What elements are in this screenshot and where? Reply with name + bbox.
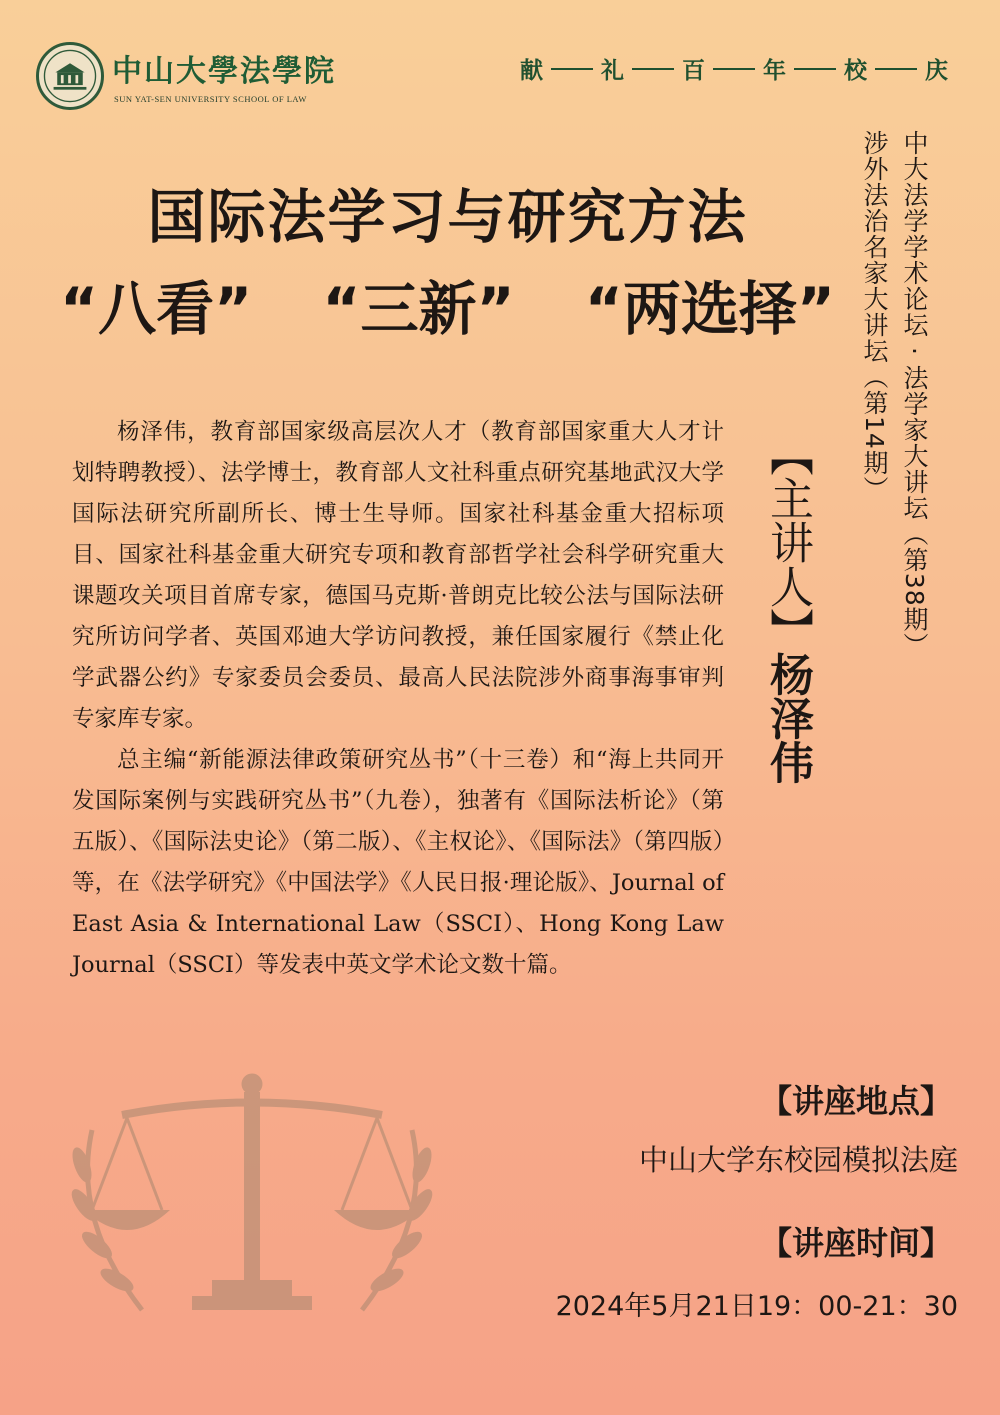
slogan-dash	[632, 68, 674, 70]
bio-paragraph: 杨泽伟，教育部国家级高层次人才（教育部国家重大人才计划特聘教授）、法学博士，教育部人文社科重点研究基地武汉大学国际法研究所副所长、博士生导师。国家社科基金重大招标项目、国家社科基金重大研究专项和教育部哲学社会科学研究重大课题攻关项目首席专家，德国马克斯·普朗克比较公法与国际法研究所访问学者、英国邓迪大学访问教授，兼任国家履行《禁止化学武器公约》专家委员会委员、最高人民法院涉外商事海事审判专家库专家。	[72, 419, 724, 732]
speaker-block	[760, 432, 814, 784]
speaker-bio	[72, 412, 724, 986]
forum-series-line1: 中大法学学术论坛 · 法学家大讲坛（第38期）	[900, 130, 929, 659]
venue-label: 【讲座地点】	[759, 1082, 952, 1120]
bio-paragraph: 总主编“新能源法律政策研究丛书”（十三卷）和“海上共同开发国际案例与实践研究丛书”（九卷），独著有《国际法析论》（第五版）、《国际法史论》（第二版）、《主权论》、《国际法》（第四版）等，在《法学研究》《中国法学》《人民日报·理论版》、Journal of East Asia & International Law（SSCI）、Hong Kong Law Journal（SSCI）等发表中英文学术论文数十篇。	[72, 747, 724, 978]
slogan-char: 礼	[601, 57, 624, 84]
slogan-char: 献	[520, 57, 543, 84]
time-value: 2024年5月21日19：00-21：30	[555, 1291, 958, 1322]
lecture-title: 国际法学习与研究方法	[147, 183, 748, 251]
slogan-char: 年	[763, 57, 786, 84]
slogan-char: 百	[682, 57, 705, 84]
scales-of-justice-icon	[52, 1070, 452, 1330]
lecture-subtitle	[60, 262, 835, 346]
slogan-dash	[794, 68, 836, 70]
forum-series-line2: 涉外法治名家大讲坛（第14期）	[860, 130, 889, 502]
speaker-label: 【主讲人】	[762, 432, 813, 652]
school-name-cn: 中山大學法學院	[112, 54, 336, 89]
centennial-slogan	[520, 52, 948, 85]
university-emblem-icon	[36, 42, 104, 110]
subtitle-part: “两选择”	[584, 275, 835, 343]
speaker-name: 杨泽伟	[762, 652, 813, 784]
slogan-char: 庆	[925, 57, 948, 84]
slogan-dash	[875, 68, 917, 70]
subtitle-part: “三新”	[322, 275, 515, 343]
slogan-dash	[713, 68, 755, 70]
venue-value: 中山大学东校园模拟法庭	[638, 1143, 958, 1177]
subtitle-part: “八看”	[60, 275, 253, 343]
slogan-dash	[551, 68, 593, 70]
time-label: 【讲座时间】	[759, 1224, 952, 1262]
slogan-char: 校	[844, 57, 867, 84]
school-name-en: SUN YAT-SEN UNIVERSITY SCHOOL OF LAW	[114, 94, 307, 104]
